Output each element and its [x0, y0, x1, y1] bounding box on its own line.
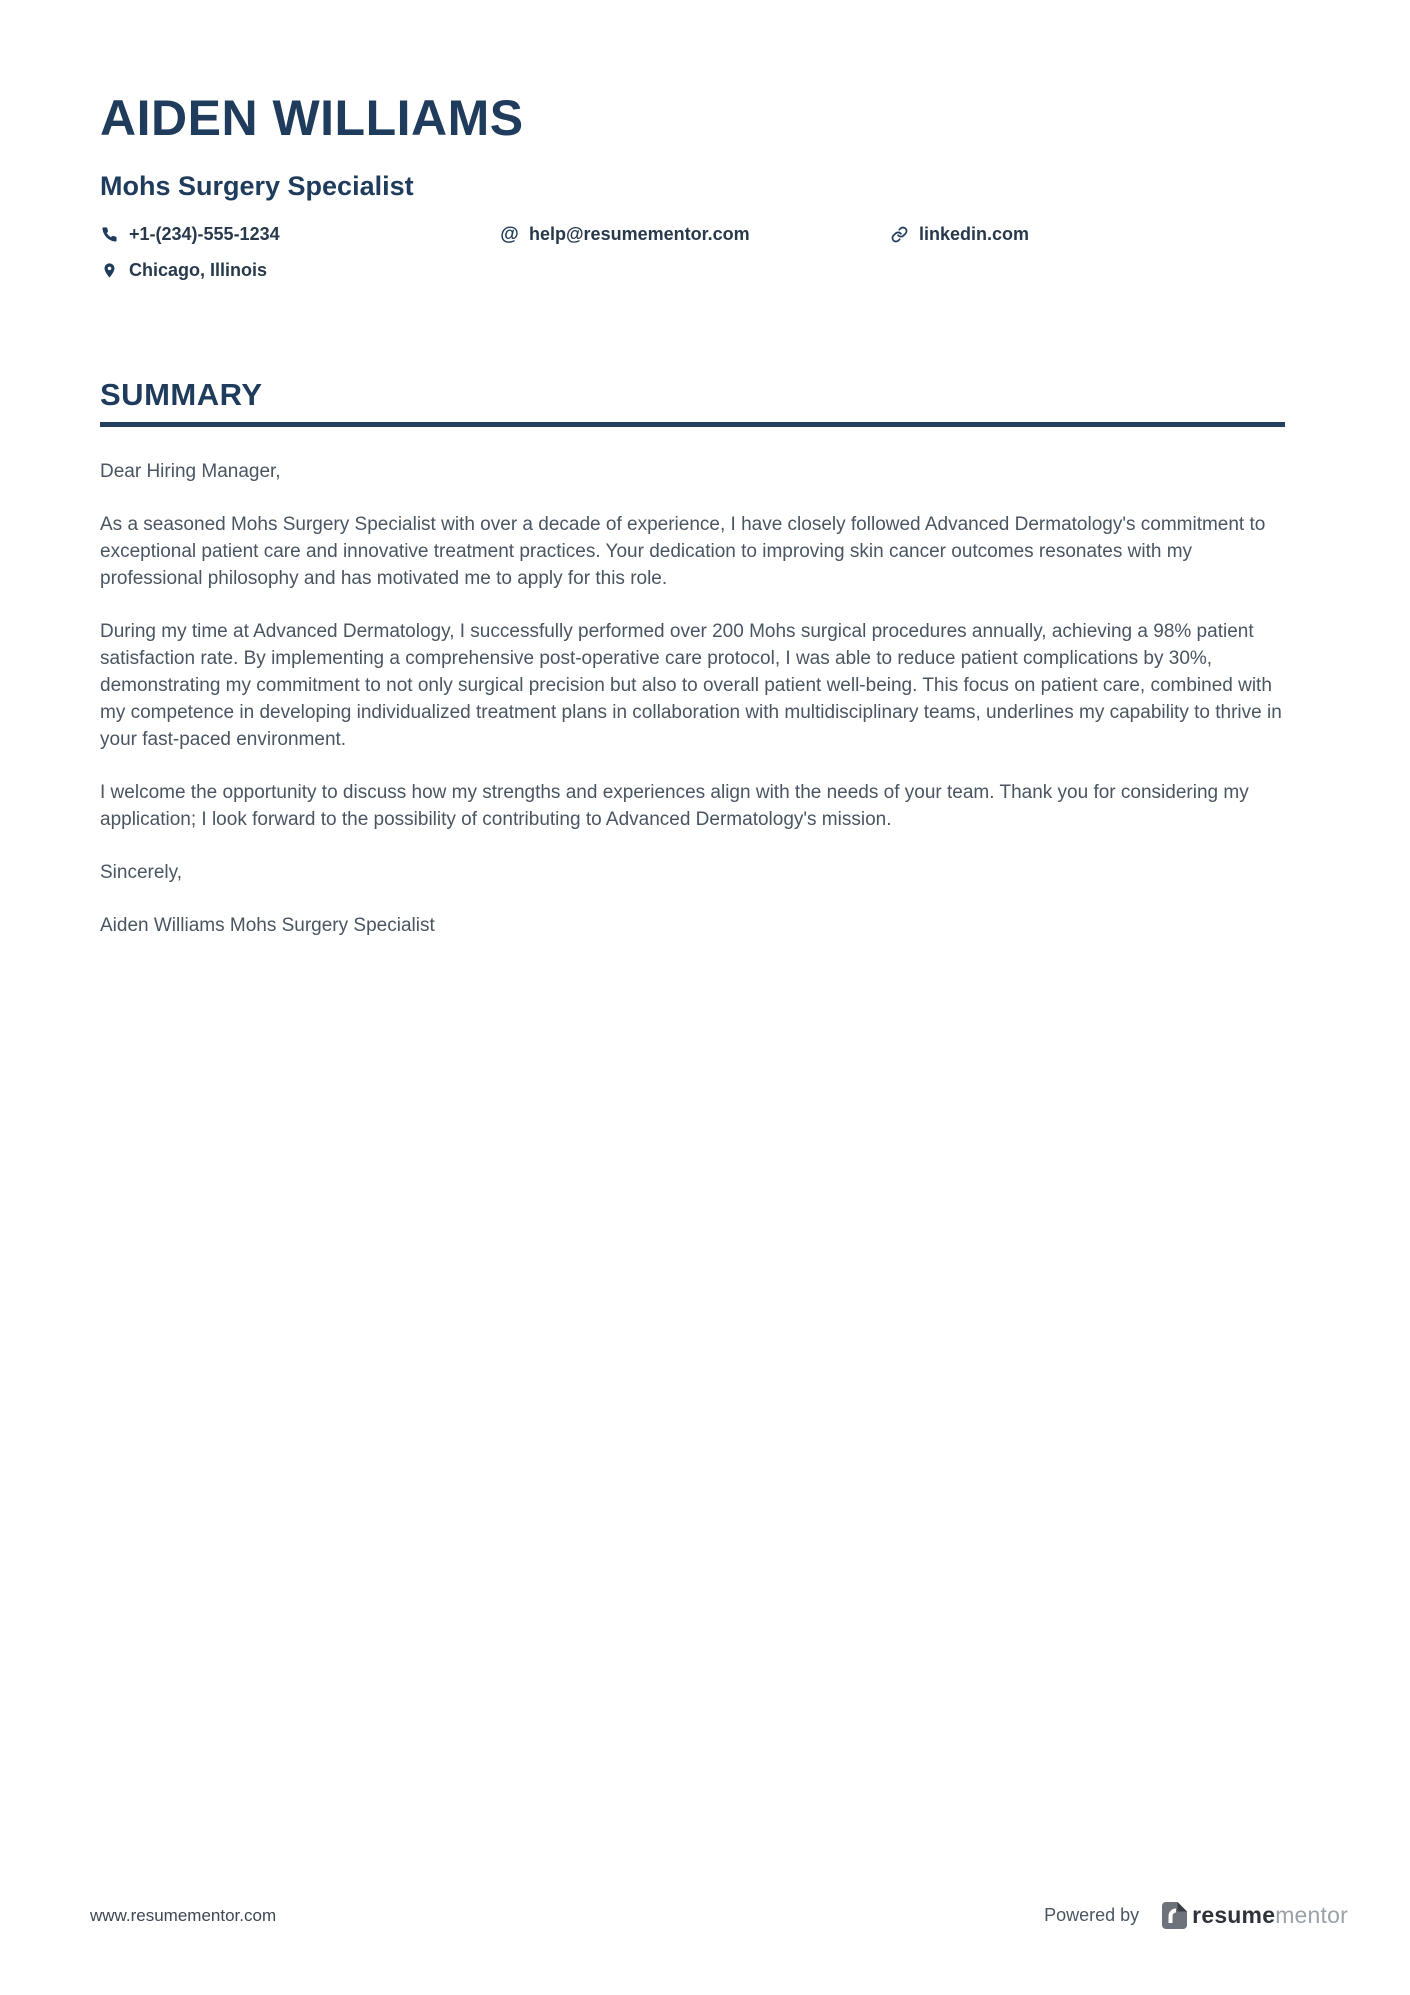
closing: Sincerely, [100, 861, 183, 883]
at-sign-icon: @ [500, 223, 519, 245]
salutation: Dear Hiring Manager, [100, 460, 281, 482]
letter-header [100, 92, 1285, 281]
brand-word-secondary: mentor [1275, 1902, 1348, 1928]
page-footer [90, 1902, 1348, 1929]
resumementor-logo-icon [1161, 1902, 1187, 1929]
powered-by-label: Powered by [1044, 1905, 1140, 1925]
location-item[interactable] [100, 260, 267, 281]
phone-icon [100, 225, 119, 244]
job-title: Mohs Surgery Specialist [100, 170, 414, 201]
letter-paragraph: As a seasoned Mohs Surgery Specialist with over a decade of experience, I have closely followed Advanced Dermatology's commitment to exceptional patient care and innovative treatment practices. Your dedication to improving skin cancer outcomes resonates with my professional philosophy and has motivated me to apply for this role. [100, 513, 1266, 589]
contact-info [100, 224, 1285, 281]
email-link[interactable] [500, 224, 750, 245]
brand-wordmark [1192, 1904, 1348, 1927]
candidate-name: AIDEN WILLIAMS [100, 90, 524, 146]
footer-site-link[interactable]: www.resumementor.com [90, 1905, 277, 1925]
phone-link[interactable] [100, 224, 280, 245]
email-address: help@resumementor.com [529, 223, 750, 244]
section-heading: SUMMARY [100, 377, 1285, 427]
letter-paragraph: I welcome the opportunity to discuss how my strengths and experiences align with the needs of your team. Thank you for considering my application; I look forward to the possibility of contributing to Advanced Dermatology's mission. [100, 781, 1249, 830]
map-pin-icon [100, 261, 119, 280]
powered-by [1044, 1902, 1348, 1929]
location-text: Chicago, Illinois [129, 259, 268, 280]
signature: Aiden Williams Mohs Surgery Specialist [100, 914, 435, 936]
letter-body [100, 458, 1285, 939]
letter-paragraph: During my time at Advanced Dermatology, I successfully performed over 200 Mohs surgical procedures annually, achieving a 98% patient satisfaction rate. By implementing a comprehensive post-operative care protocol, I was able to reduce patient complications by 30%, demonstrating my commitment to not only surgical precision but also to overall patient well-being. This focus on patient care, combined with my competence in developing individualized treatment plans in collaboration with multidisciplinary teams, underlines my capability to thrive in your fast-paced environment. [100, 620, 1282, 750]
linkedin-url: linkedin.com [919, 223, 1030, 244]
brand-word-primary: resume [1192, 1902, 1276, 1928]
link-icon [890, 225, 909, 244]
phone-number: +1-(234)-555-1234 [129, 223, 280, 244]
resumementor-brand-link[interactable] [1161, 1902, 1348, 1929]
linkedin-link[interactable] [890, 224, 1029, 245]
summary-section [100, 377, 1285, 939]
